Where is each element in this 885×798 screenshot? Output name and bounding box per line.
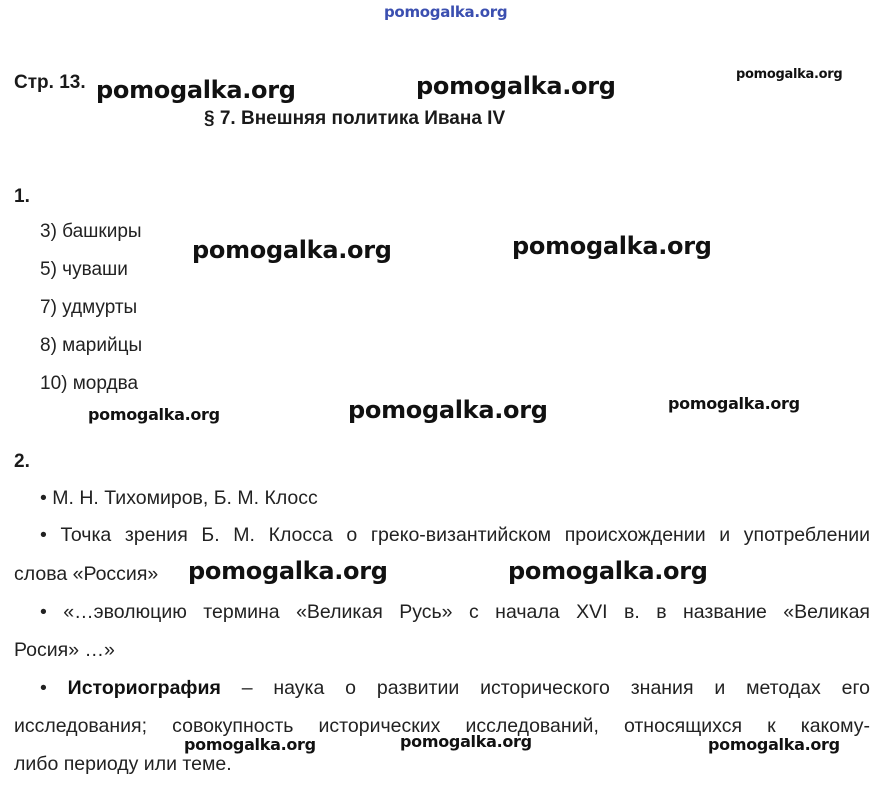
bullet-definition-line3: либо периоду или теме. xyxy=(14,753,232,775)
bullet-viewpoint-line1: • Точка зрения Б. М. Клосса о греко-византийском происхождении и употреблении xyxy=(40,524,870,546)
watermark: pomogalka.org xyxy=(668,394,800,413)
bullet-definition-line1: • Историография – наука о развитии исторического знания и методах его xyxy=(40,677,870,699)
watermark: pomogalka.org xyxy=(348,396,548,424)
page-label: Стр. 13. xyxy=(14,72,86,93)
bullet-quote-line1: • «…эволюцию термина «Великая Русь» с начала XVI в. в название «Великая xyxy=(40,601,870,623)
bullet-definition-line2: исследования; совокупность исторических исследований, относящихся к какому- xyxy=(14,715,870,737)
watermark: pomogalka.org xyxy=(508,557,708,585)
watermark: pomogalka.org xyxy=(88,405,220,424)
watermark: pomogalka.org xyxy=(184,735,316,754)
list-item: 10) мордва xyxy=(40,373,139,394)
list-item: 5) чуваши xyxy=(40,259,128,280)
watermark: pomogalka.org xyxy=(708,735,840,754)
list-item: 7) удмурты xyxy=(40,297,138,318)
watermark: pomogalka.org xyxy=(736,67,843,82)
watermark: pomogalka.org xyxy=(416,72,616,100)
task-number-1: 1. xyxy=(14,186,30,207)
watermark: pomogalka.org xyxy=(400,732,532,751)
list-item: 3) башкиры xyxy=(40,221,142,242)
watermark: pomogalka.org xyxy=(192,236,392,264)
list-item: 8) марийцы xyxy=(40,335,143,356)
term-historiography: Историография xyxy=(67,677,221,699)
task-number-2: 2. xyxy=(14,451,30,472)
watermark: pomogalka.org xyxy=(96,76,296,104)
watermark: pomogalka.org xyxy=(188,557,388,585)
bullet-authors: • М. Н. Тихомиров, Б. М. Клосс xyxy=(40,487,318,509)
watermark-top: pomogalka.org xyxy=(384,3,508,21)
bullet-quote-line2: Росия» …» xyxy=(14,639,115,661)
watermark: pomogalka.org xyxy=(512,232,712,260)
page-title: § 7. Внешняя политика Ивана IV xyxy=(204,108,506,129)
bullet-viewpoint-line2: слова «Россия» xyxy=(14,563,159,585)
